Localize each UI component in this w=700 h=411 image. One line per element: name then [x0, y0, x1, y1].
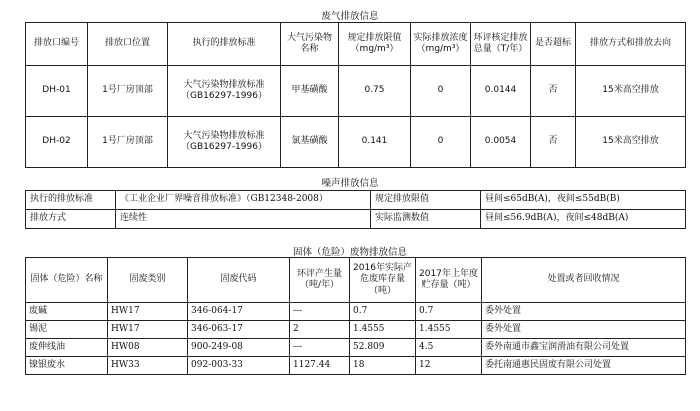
col-outlet-location: 排放口位置 [88, 23, 168, 66]
cell: DH-02 [26, 117, 88, 168]
cell: 否 [531, 117, 576, 168]
cell: 委外南通市鑫宝润滑油有限公司处置 [482, 339, 686, 357]
cell: 规定排放限值 [371, 191, 481, 210]
cell: 大气污染物排放标准（GB16297-1996） [168, 66, 281, 117]
cell: 12 [416, 357, 482, 375]
cell: 0 [411, 117, 471, 168]
waste-gas-title: 废气排放信息 [321, 11, 379, 22]
cell: 0.7 [416, 303, 482, 321]
cell: 氯基磺酸 [281, 117, 339, 168]
cell: HW08 [108, 339, 188, 357]
cell: --- [290, 339, 350, 357]
col-pollutant: 大气污染物名称 [281, 23, 339, 66]
cell: 0 [411, 66, 471, 117]
col-method: 排放方式和排放去向 [576, 23, 686, 66]
cell: 昼间≤56.9dB(A)，夜间≤48dB(A) [481, 210, 686, 229]
cell: 否 [531, 66, 576, 117]
table-row [26, 339, 686, 357]
cell: --- [290, 303, 350, 321]
cell: 0.0144 [471, 66, 531, 117]
table-header-row [26, 258, 686, 303]
cell: 0.75 [339, 66, 411, 117]
cell: 连续性 [116, 210, 371, 229]
cell: 委外处置 [482, 303, 686, 321]
col-name: 固体（危险）名称 [26, 258, 108, 303]
col-limit: 规定排放限值（mg/m³） [339, 23, 411, 66]
table-row [26, 357, 686, 375]
cell: 0.0054 [471, 117, 531, 168]
cell: DH-01 [26, 66, 88, 117]
col-actual: 实际排放浓度（mg/m³） [411, 23, 471, 66]
cell: 092-003-33 [188, 357, 290, 375]
cell: 0.7 [350, 303, 416, 321]
table-header-row [26, 23, 686, 66]
col-disposal: 处置或者回收情况 [482, 258, 686, 303]
col-category: 固废类别 [108, 258, 188, 303]
cell: 15米高空排放 [576, 66, 686, 117]
cell: HW17 [108, 303, 188, 321]
noise-title: 噪声排放信息 [321, 178, 379, 189]
cell: 0.141 [339, 117, 411, 168]
col-eia-amount: 环评产生量（吨/年） [290, 258, 350, 303]
table-row [26, 210, 686, 229]
cell: 废碱 [26, 303, 108, 321]
col-outlet-id: 排放口编号 [26, 23, 88, 66]
solid-waste-title: 固体（危险）废物排放信息 [292, 247, 407, 258]
col-2016-stock: 2016年实际产危废库存量（吨） [350, 258, 416, 303]
cell: 废伸线油 [26, 339, 108, 357]
cell: 委托南通惠民固废有限公司处置 [482, 357, 686, 375]
cell: 1127.44 [290, 357, 350, 375]
col-standard: 执行的排放标准 [168, 23, 281, 66]
cell: 甲基磺酸 [281, 66, 339, 117]
noise-table [25, 190, 686, 229]
waste-gas-table [25, 22, 686, 168]
cell: HW33 [108, 357, 188, 375]
table-row [26, 66, 686, 117]
solid-waste-table [25, 257, 686, 375]
cell: 锡泥 [26, 321, 108, 339]
cell: 实际监测数值 [371, 210, 481, 229]
cell: 900-249-08 [188, 339, 290, 357]
cell: 1.4555 [350, 321, 416, 339]
table-row [26, 117, 686, 168]
table-row [26, 303, 686, 321]
cell: 委外处置 [482, 321, 686, 339]
cell: 2 [290, 321, 350, 339]
table-row [26, 191, 686, 210]
cell: 1号厂房顶部 [88, 66, 168, 117]
cell: 52.809 [350, 339, 416, 357]
col-exceed: 是否超标 [531, 23, 576, 66]
col-2017-storage: 2017年上年度贮存量（吨） [416, 258, 482, 303]
cell: 1号厂房顶部 [88, 117, 168, 168]
cell: 昼间≤65dB(A)，夜间≤55dB(B) [481, 191, 686, 210]
col-code: 固废代码 [188, 258, 290, 303]
cell: 346-064-17 [188, 303, 290, 321]
cell: 4.5 [416, 339, 482, 357]
cell: 执行的排放标准 [26, 191, 116, 210]
cell: HW17 [108, 321, 188, 339]
cell: 镍银废水 [26, 357, 108, 375]
table-row [26, 321, 686, 339]
cell: 排放方式 [26, 210, 116, 229]
cell: 1.4555 [416, 321, 482, 339]
col-approved-total: 环评核定排放总量（T/年） [471, 23, 531, 66]
cell: 《工业企业厂界噪音排放标准》（GB12348-2008） [116, 191, 371, 210]
cell: 15米高空排放 [576, 117, 686, 168]
cell: 大气污染物排放标准（GB16297-1996） [168, 117, 281, 168]
cell: 346-063-17 [188, 321, 290, 339]
cell: 18 [350, 357, 416, 375]
